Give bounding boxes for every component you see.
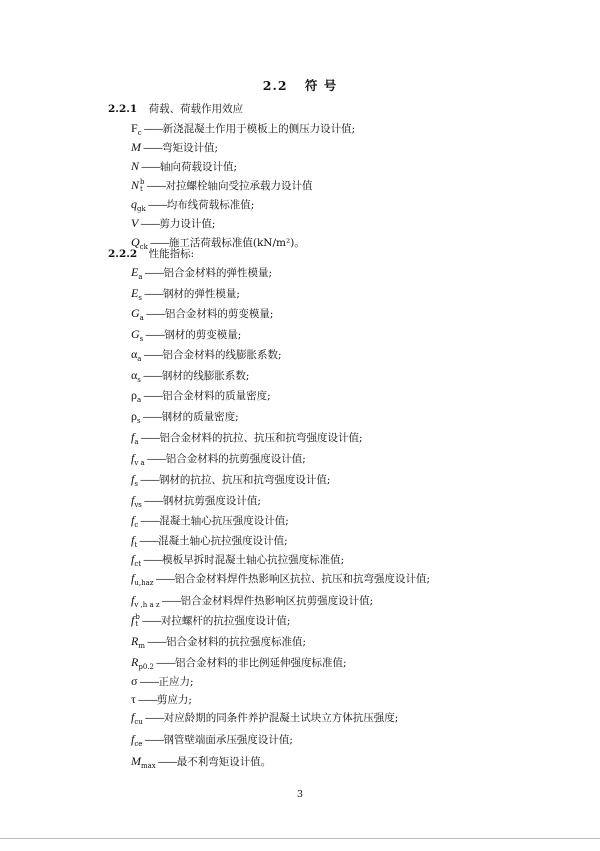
symbol-description: 钢管壁端面承压强度设计值;: [163, 734, 293, 746]
symbol-description: 均布线荷载标准值;: [166, 199, 255, 211]
subsection-title: 性能指标:: [148, 248, 195, 260]
symbol-description: 弯矩设计值;: [162, 142, 219, 154]
symbol-description: 铝合金材料焊件热影响区抗拉、抗压和抗弯强度设计值;: [174, 573, 430, 585]
symbol-subscript: ck: [139, 243, 148, 251]
symbol-subscript: vs: [134, 501, 142, 509]
symbol-entry: [131, 472, 330, 488]
symbol: f: [131, 593, 135, 607]
symbol-entry: [131, 140, 218, 155]
symbol: α: [131, 347, 138, 361]
section-heading-number: 2.2: [262, 78, 288, 93]
symbol-indices: [135, 614, 139, 628]
symbol-superscript: b: [140, 178, 145, 186]
symbol-description: 铝合金材料的剪变模量;: [164, 308, 274, 320]
entry-dash: ——: [140, 515, 160, 527]
symbol-subscript: c: [134, 521, 139, 529]
symbol-description: 铝合金材料焊件热影响区抗剪强度设计值;: [180, 595, 374, 607]
symbol-description: 钢材抗剪强度设计值;: [162, 495, 261, 507]
entry-dash: ——: [146, 453, 166, 465]
symbol-description: 钢材的质量密度;: [161, 411, 239, 423]
symbol-entry: [131, 692, 192, 707]
symbol-description: 正应力;: [158, 676, 194, 688]
symbol-entry: [131, 571, 430, 587]
entry-dash: ——: [147, 199, 167, 211]
symbol-description: 对拉螺栓轴向受拉承载力设计值: [165, 180, 313, 192]
entry-dash: ——: [141, 615, 161, 627]
symbol: f: [131, 533, 135, 547]
symbol-subscript: s: [137, 376, 141, 384]
symbol: M: [131, 754, 141, 768]
symbol-description: 钢材的弹性模量;: [162, 288, 240, 300]
entry-dash: ——: [142, 370, 162, 382]
symbol-description: 钢材的剪变模量;: [164, 329, 242, 341]
symbol-entry: [131, 754, 271, 770]
symbol-subscript: v a: [134, 459, 145, 467]
symbol-entry: [131, 306, 273, 322]
entry-dash: ——: [143, 554, 163, 566]
symbol-subscript: u,haz: [134, 579, 154, 587]
symbol-entry: [131, 493, 261, 509]
symbol-subscript: cu: [134, 718, 143, 726]
section-heading: [0, 76, 600, 94]
symbol-subscript: a: [138, 273, 143, 281]
symbol-subscript: t: [135, 620, 139, 628]
entry-dash: ——: [149, 237, 169, 249]
symbol-entry: [131, 178, 313, 193]
section-heading-title: 符 号: [304, 78, 338, 93]
symbol-entry: [131, 451, 306, 467]
symbol: N: [131, 178, 140, 192]
symbol: f: [131, 710, 135, 724]
symbol-subscript: gk: [137, 205, 146, 213]
symbol-indices: [140, 179, 144, 193]
symbol-entry: [131, 265, 272, 281]
symbol-subscript: c: [137, 129, 142, 137]
entry-dash: ——: [139, 474, 159, 486]
symbol-entry: [131, 513, 289, 529]
entry-dash: ——: [137, 694, 157, 706]
page-number: 3: [296, 789, 304, 800]
symbol-description: 铝合金材料的非比例延伸强度标准值;: [174, 657, 347, 669]
symbol: f: [131, 571, 135, 585]
entry-dash: ——: [155, 573, 175, 585]
symbol-entry: [131, 613, 290, 628]
symbol-entry: [131, 674, 194, 689]
symbol-description: 混凝土轴心抗拉强度设计值;: [158, 535, 288, 547]
entry-dash: ——: [143, 349, 163, 361]
symbol: G: [131, 306, 140, 320]
symbol: ρ: [131, 409, 137, 423]
symbol: E: [131, 265, 139, 279]
symbol: f: [131, 732, 135, 746]
symbol-subscript: ct: [134, 560, 142, 568]
subsection-number: 2.2.1: [108, 103, 138, 115]
symbol: τ: [131, 692, 136, 706]
subsection-title: 荷载、荷载作用效应: [148, 103, 244, 115]
entry-dash: ——: [161, 595, 181, 607]
symbol-entry: [131, 121, 355, 137]
entry-dash: ——: [144, 267, 164, 279]
symbol: E: [131, 286, 139, 300]
entry-dash: ——: [139, 676, 159, 688]
symbol: σ: [131, 674, 138, 688]
symbol-entry: [131, 409, 239, 425]
symbol-description: 施工活荷载标准值(kN/m²)。: [168, 237, 305, 249]
symbol: f: [131, 513, 135, 527]
symbol-entry: [131, 327, 241, 343]
symbol-description: 铝合金材料的抗拉强度标准值;: [165, 636, 307, 648]
symbol-subscript: a: [134, 438, 139, 446]
symbol-description: 对拉螺杆的抗拉强度设计值;: [160, 615, 291, 627]
symbol-subscript: t: [134, 541, 138, 549]
entry-dash: ——: [146, 636, 166, 648]
symbol-entry: [131, 732, 293, 748]
symbol: R: [131, 655, 139, 669]
entry-dash: ——: [142, 411, 162, 423]
symbol-description: 对应龄期的同条件养护混凝土试块立方体抗压强度;: [163, 712, 399, 724]
symbol-description: 混凝土轴心抗压强度设计值;: [159, 515, 289, 527]
symbol-entry: [131, 286, 240, 302]
symbol-description: 剪应力;: [156, 694, 192, 706]
entry-dash: ——: [145, 329, 165, 341]
symbol: M: [131, 140, 141, 154]
symbol-entry: [131, 388, 271, 404]
entry-dash: ——: [143, 495, 163, 507]
symbol-subscript: v ,h a z: [134, 601, 160, 609]
symbol-subscript: a: [137, 396, 142, 404]
symbol-description: 最不利弯矩设计值。: [176, 756, 272, 768]
symbol-subscript: max: [141, 762, 156, 770]
symbol-entry: [131, 710, 398, 726]
symbol-entry: [131, 347, 282, 363]
symbol-description: 铝合金材料的抗拉、抗压和抗弯强度设计值;: [159, 432, 363, 444]
symbol-subscript: ce: [134, 740, 143, 748]
symbol-entry: [131, 533, 288, 549]
symbol-entry: [131, 235, 305, 251]
symbol-description: 剪力设计值;: [159, 218, 216, 230]
symbol-subscript: s: [139, 335, 144, 343]
symbol: V: [131, 216, 139, 230]
symbol-description: 铝合金材料的线膨胀系数;: [162, 349, 282, 361]
symbol-subscript: t: [140, 185, 143, 193]
symbol: f: [131, 613, 135, 627]
symbol: f: [131, 451, 135, 465]
entry-dash: ——: [143, 390, 163, 402]
symbol: f: [131, 430, 135, 444]
symbol-description: 铝合金材料的弹性模量;: [163, 267, 273, 279]
symbol-subscript: s: [137, 417, 141, 425]
entry-dash: ——: [141, 161, 161, 173]
symbol: q: [131, 197, 137, 211]
entry-dash: ——: [145, 308, 165, 320]
symbol: f: [131, 472, 135, 486]
symbol-subscript: p0.2: [138, 663, 154, 671]
symbol-entry: [131, 430, 363, 446]
entry-dash: ——: [144, 712, 164, 724]
symbol-entry: [131, 593, 373, 609]
entry-dash: ——: [146, 180, 166, 192]
symbol: F: [131, 121, 138, 135]
symbol-subscript: s: [138, 294, 142, 302]
page-bottom-rule: [0, 838, 600, 839]
symbol-description: 模板早拆时混凝土轴心抗拉强度标准值;: [162, 554, 345, 566]
entry-dash: ——: [140, 218, 160, 230]
symbol-entry: [131, 197, 254, 213]
entry-dash: ——: [139, 535, 159, 547]
symbol-superscript: b: [135, 613, 140, 621]
entry-dash: ——: [143, 142, 162, 154]
entry-dash: ——: [155, 657, 175, 669]
symbol-subscript: m: [138, 642, 145, 650]
symbol-entry: [131, 159, 237, 174]
symbol: R: [131, 634, 139, 648]
symbol: ρ: [131, 388, 137, 402]
symbol-entry: [131, 216, 215, 231]
subsection-heading: [108, 101, 243, 116]
symbol: N: [131, 159, 140, 173]
symbol: Q: [131, 235, 140, 249]
symbol-subscript: a: [137, 355, 142, 363]
entry-dash: ——: [140, 432, 160, 444]
symbol-subscript: s: [134, 480, 138, 488]
symbol-description: 钢材的抗拉、抗压和抗弯强度设计值;: [158, 474, 331, 486]
entry-dash: ——: [143, 123, 163, 135]
symbol: G: [131, 327, 140, 341]
entry-dash: ——: [144, 734, 164, 746]
symbol-description: 铝合金材料的质量密度;: [162, 390, 271, 402]
symbol-entry: [131, 368, 249, 384]
symbol-entry: [131, 655, 347, 671]
symbol: α: [131, 368, 138, 382]
symbol-description: 铝合金材料的抗剪强度设计值;: [165, 453, 306, 465]
symbol: f: [131, 552, 135, 566]
entry-dash: ——: [143, 288, 163, 300]
symbol-subscript: a: [139, 314, 144, 322]
symbol-description: 新浇混凝土作用于模板上的侧压力设计值;: [162, 123, 356, 135]
symbol-entry: [131, 552, 344, 568]
subsection-number: 2.2.2: [108, 248, 138, 260]
entry-dash: ——: [157, 756, 177, 768]
symbol-description: 轴向荷载设计值;: [160, 161, 238, 173]
symbol-description: 钢材的线膨胀系数;: [161, 370, 250, 382]
symbol: f: [131, 493, 135, 507]
symbol-entry: [131, 634, 306, 650]
